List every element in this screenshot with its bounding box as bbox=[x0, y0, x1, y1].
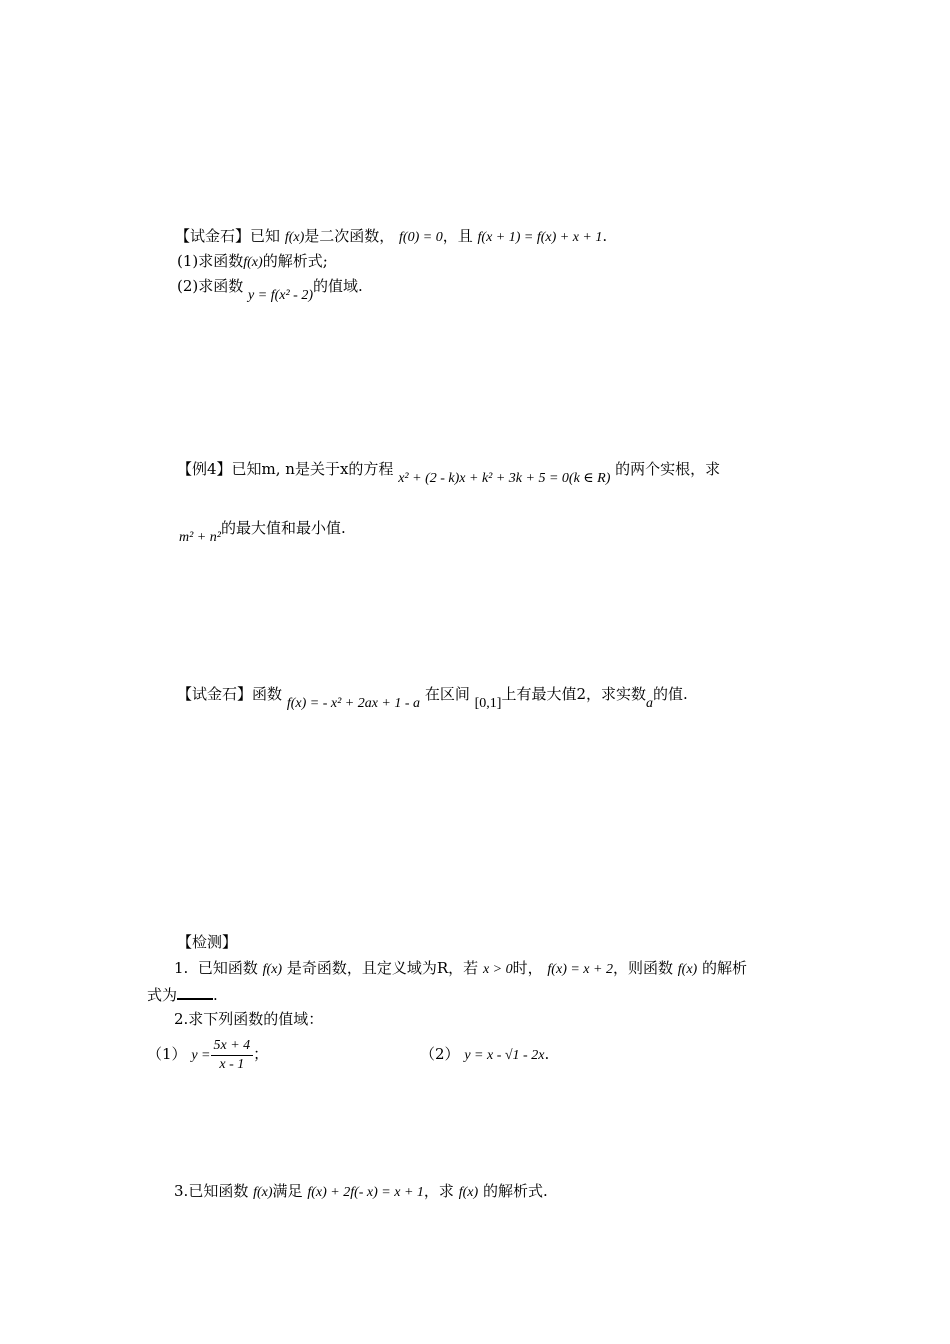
math-expression: m² + n² bbox=[179, 530, 221, 545]
math-expression: x² + (2 - k)x + k² + 3k + 5 = 0(k ∈ R) bbox=[398, 471, 611, 486]
problem-tag: 【试金石】 bbox=[175, 227, 251, 245]
math-expression: [0,1] bbox=[474, 696, 502, 711]
test-heading: 【检测】 bbox=[177, 933, 238, 951]
test-question-2: 2.求下列函数的值域： bbox=[174, 1010, 324, 1028]
math-expression: f(x + 1) = f(x) + x + 1 bbox=[477, 230, 603, 245]
problem-tag: 【例4】 bbox=[177, 460, 232, 478]
example-4-statement: 【例4】已知m, n是关于x的方程 x² + (2 - k)x + k² + 3k + 5 = 0(k ∈ R) 的两个实根，求 bbox=[177, 460, 721, 486]
answer-blank[interactable] bbox=[177, 984, 213, 1000]
problem-tag: 【试金石】 bbox=[177, 685, 253, 703]
math-expression: x > 0 bbox=[482, 962, 513, 977]
example-4-continuation: m² + n²的最大值和最小值. bbox=[179, 519, 346, 545]
math-expression: y = bbox=[191, 1048, 211, 1063]
math-expression: f(x) bbox=[458, 1185, 479, 1200]
math-expression: y = x - √1 - 2x bbox=[464, 1048, 545, 1063]
problem-1-question-1: (1)求函数f(x)的解析式; bbox=[177, 252, 328, 270]
fraction: $\frac{5x + 4}{x - 1}$ bbox=[211, 1037, 254, 1074]
problem-1-statement: 【试金石】已知 f(x)是二次函数， f(0) = 0，且 f(x + 1) = f(x) + x + 1. bbox=[175, 227, 608, 245]
math-expression: f(x) bbox=[253, 1185, 273, 1200]
math-expression: f(0) = 0 bbox=[399, 230, 443, 245]
math-expression: f(x) bbox=[284, 230, 305, 245]
math-expression: y = f(x² - 2) bbox=[248, 288, 313, 303]
problem-3-statement: 【试金石】函数 f(x) = - x² + 2ax + 1 - a 在区间 [0,1]上有最大值2，求实数a的值. bbox=[177, 685, 688, 711]
test-question-1: 1. 已知函数 f(x) 是奇函数，且定义域为R，若 x > 0时， f(x) = x + 2，则函数 f(x) 的解析 bbox=[174, 959, 747, 977]
math-expression: f(x) bbox=[243, 255, 263, 270]
math-expression: f(x) + 2f(- x) = x + 1 bbox=[307, 1185, 424, 1200]
test-question-2-part-2: （2） y = x - √1 - 2x. bbox=[420, 1045, 550, 1063]
test-question-2-part-1: （1） y = $\frac{5x + 4}{x - 1}$ ； bbox=[147, 1037, 269, 1072]
math-expression: f(x) = - x² + 2ax + 1 - a bbox=[286, 696, 421, 711]
math-expression: f(x) = x + 2 bbox=[547, 962, 613, 977]
math-expression: a bbox=[645, 696, 653, 711]
math-expression: f(x) bbox=[677, 962, 698, 977]
test-question-3: 3.已知函数 f(x)满足 f(x) + 2f(- x) = x + 1，求 f(x) 的解析式. bbox=[174, 1182, 548, 1200]
test-question-1-continuation: 式为 . bbox=[147, 986, 218, 1004]
math-expression: f(x) bbox=[262, 962, 283, 977]
problem-1-question-2: (2)求函数 y = f(x² - 2)的值域. bbox=[177, 277, 363, 303]
